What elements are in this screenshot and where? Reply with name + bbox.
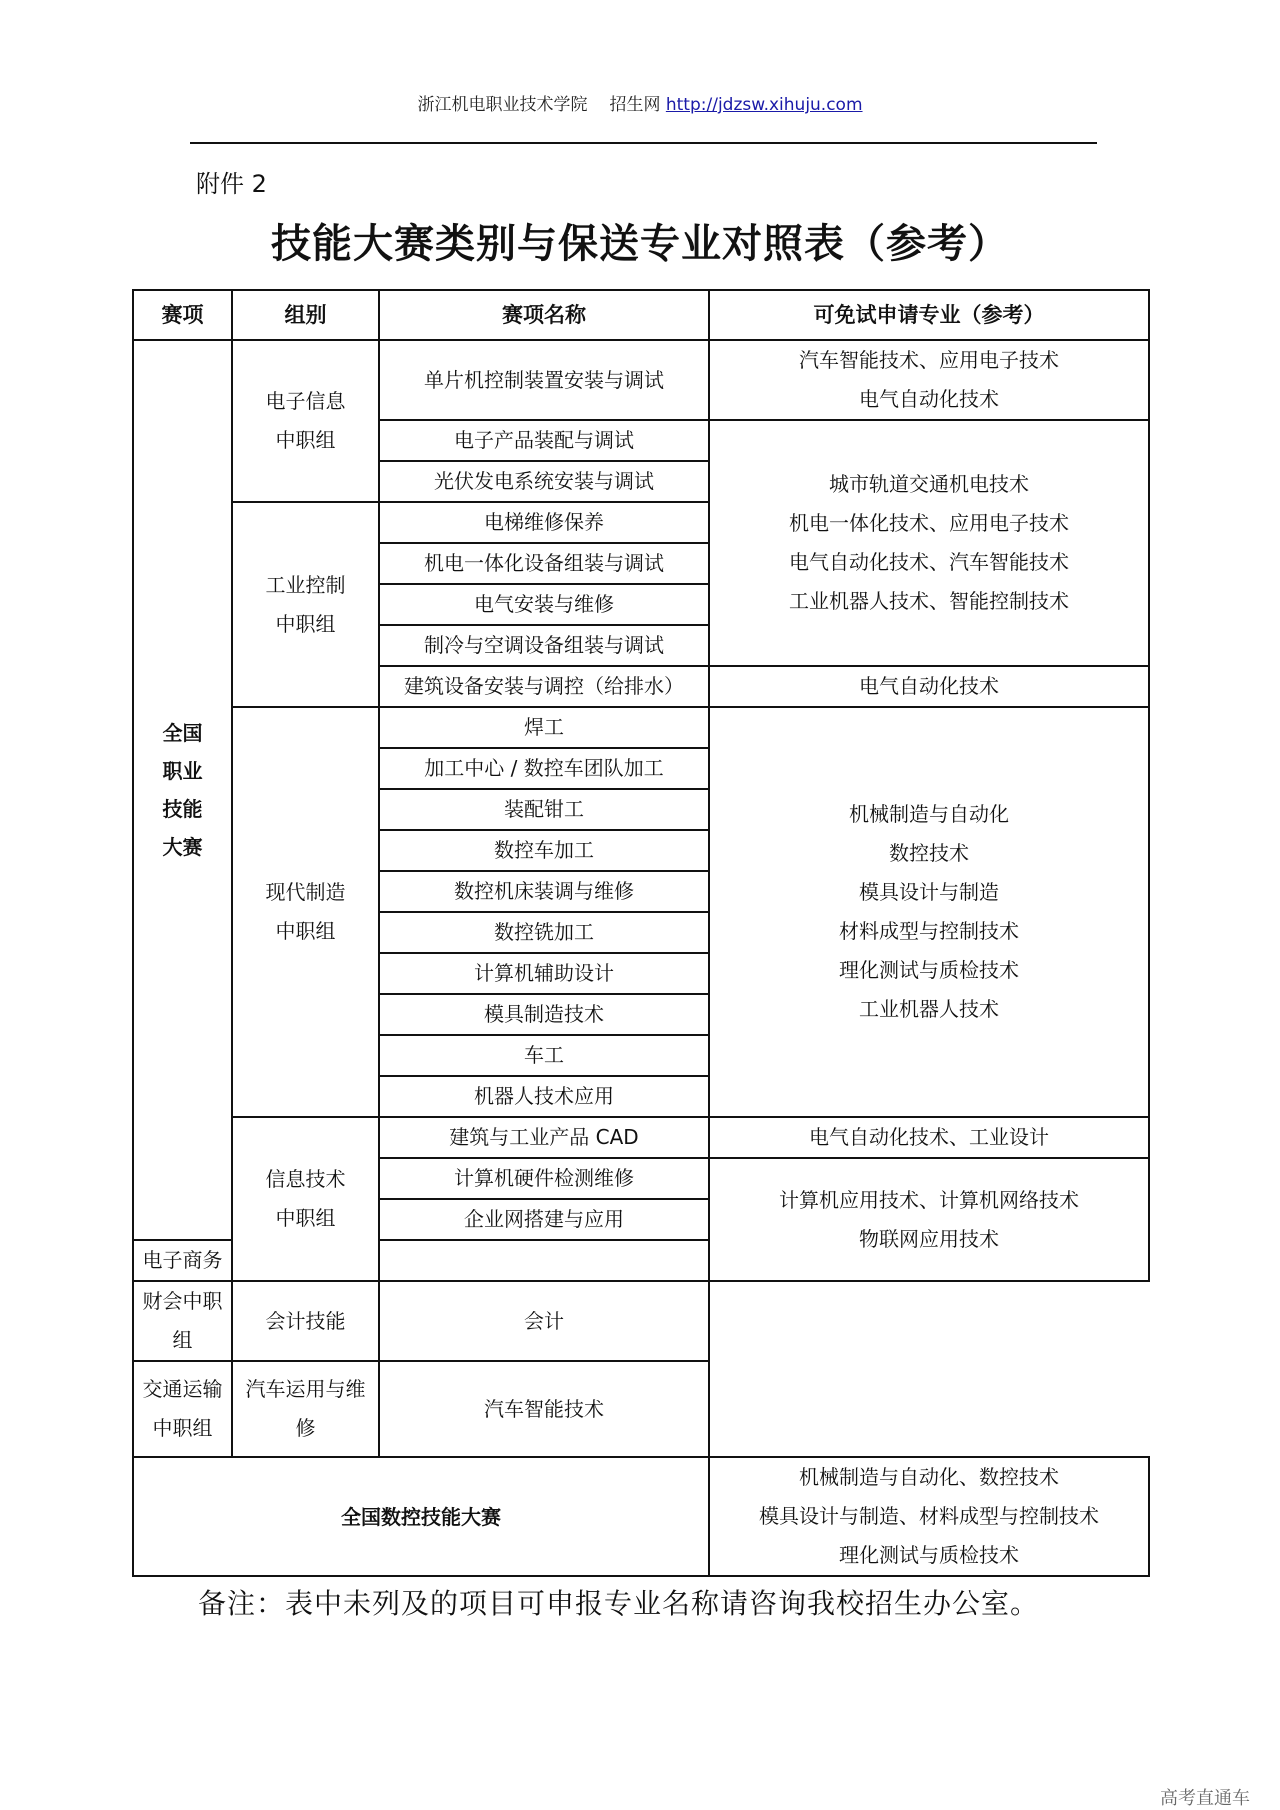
- table-row: [133, 1117, 1149, 1158]
- item-cell: 建筑与工业产品 CAD: [379, 1117, 709, 1158]
- major-cell-shared: 城市轨道交通机电技术 机电一体化技术、应用电子技术 电气自动化技术、汽车智能技术 工业机器人技术、智能控制技术: [709, 420, 1149, 666]
- item-cell: 加工中心 / 数控车团队加工: [379, 748, 709, 789]
- mapping-table: [132, 289, 1150, 1577]
- attachment-label: 附件 2: [196, 170, 267, 198]
- group-it: 信息技术 中职组: [232, 1117, 379, 1281]
- table-row: [133, 1457, 1149, 1576]
- major-cell: 电气自动化技术、工业设计: [709, 1117, 1149, 1158]
- header-group: 组别: [232, 290, 379, 340]
- table-row: [133, 340, 1149, 420]
- footnote: 备注：表中未列及的项目可申报专业名称请咨询我校招生办公室。: [198, 1587, 1040, 1620]
- event-cnc-contest: 全国数控技能大赛: [133, 1457, 709, 1576]
- table-row: [133, 1361, 1149, 1457]
- table-row: [133, 1281, 1149, 1361]
- item-cell: 数控车加工: [379, 830, 709, 871]
- item-cell: 模具制造技术: [379, 994, 709, 1035]
- major-cell: 会计: [379, 1281, 709, 1361]
- item-cell: 焊工: [379, 707, 709, 748]
- major-cell: 汽车智能技术: [379, 1361, 709, 1457]
- item-cell: 车工: [379, 1035, 709, 1076]
- item-cell: 会计技能: [232, 1281, 379, 1361]
- table-row: [133, 707, 1149, 748]
- major-cell: 汽车智能技术、应用电子技术 电气自动化技术: [709, 340, 1149, 420]
- major-cell-manufacturing: 机械制造与自动化 数控技术 模具设计与制造 材料成型与控制技术 理化测试与质检技术 工业机器人技术: [709, 707, 1149, 1117]
- table-header-row: [133, 290, 1149, 340]
- item-cell: 数控机床装调与维修: [379, 871, 709, 912]
- header-divider: [190, 142, 1097, 144]
- group-finance: 财会中职组: [133, 1281, 232, 1361]
- group-electronics: 电子信息 中职组: [232, 340, 379, 502]
- item-cell: 电子商务: [133, 1240, 232, 1281]
- item-cell: 计算机辅助设计: [379, 953, 709, 994]
- item-cell: 电气安装与维修: [379, 584, 709, 625]
- item-cell: 装配钳工: [379, 789, 709, 830]
- group-manufacturing: 现代制造 中职组: [232, 707, 379, 1117]
- item-cell: 数控铣加工: [379, 912, 709, 953]
- item-cell: 企业网搭建与应用: [379, 1199, 709, 1240]
- page-header: [0, 90, 1280, 115]
- header-major: 可免试申请专业（参考）: [709, 290, 1149, 340]
- item-cell: 电子产品装配与调试: [379, 420, 709, 461]
- watermark: 高考直通车: [1160, 1788, 1250, 1809]
- school-name: 浙江机电职业技术学院: [417, 95, 588, 115]
- header-event: 赛项: [133, 290, 232, 340]
- major-cell-it: 计算机应用技术、计算机网络技术 物联网应用技术: [709, 1158, 1149, 1281]
- item-cell: 计算机硬件检测维修: [379, 1158, 709, 1199]
- major-cell-cnc: 机械制造与自动化、数控技术 模具设计与制造、材料成型与控制技术 理化测试与质检技术: [709, 1457, 1149, 1576]
- item-cell: 制冷与空调设备组装与调试: [379, 625, 709, 666]
- group-transport: 交通运输 中职组: [133, 1361, 232, 1457]
- item-cell: 单片机控制装置安装与调试: [379, 340, 709, 420]
- site-link[interactable]: http://jdzsw.xihuju.com: [665, 95, 863, 115]
- site-label: 招生网: [609, 95, 661, 115]
- item-cell: 建筑设备安装与调控（给排水）: [379, 666, 709, 707]
- item-cell: 机电一体化设备组装与调试: [379, 543, 709, 584]
- item-cell: 电梯维修保养: [379, 502, 709, 543]
- item-cell: 光伏发电系统安装与调试: [379, 461, 709, 502]
- header-item: 赛项名称: [379, 290, 709, 340]
- event-national-vocational: 全国 职业 技能 大赛: [133, 340, 232, 1240]
- group-industrial: 工业控制 中职组: [232, 502, 379, 707]
- item-cell: 机器人技术应用: [379, 1076, 709, 1117]
- major-cell: 电气自动化技术: [709, 666, 1149, 707]
- page-title: 技能大赛类别与保送专业对照表（参考）: [271, 221, 1009, 267]
- item-cell: 汽车运用与维修: [232, 1361, 379, 1457]
